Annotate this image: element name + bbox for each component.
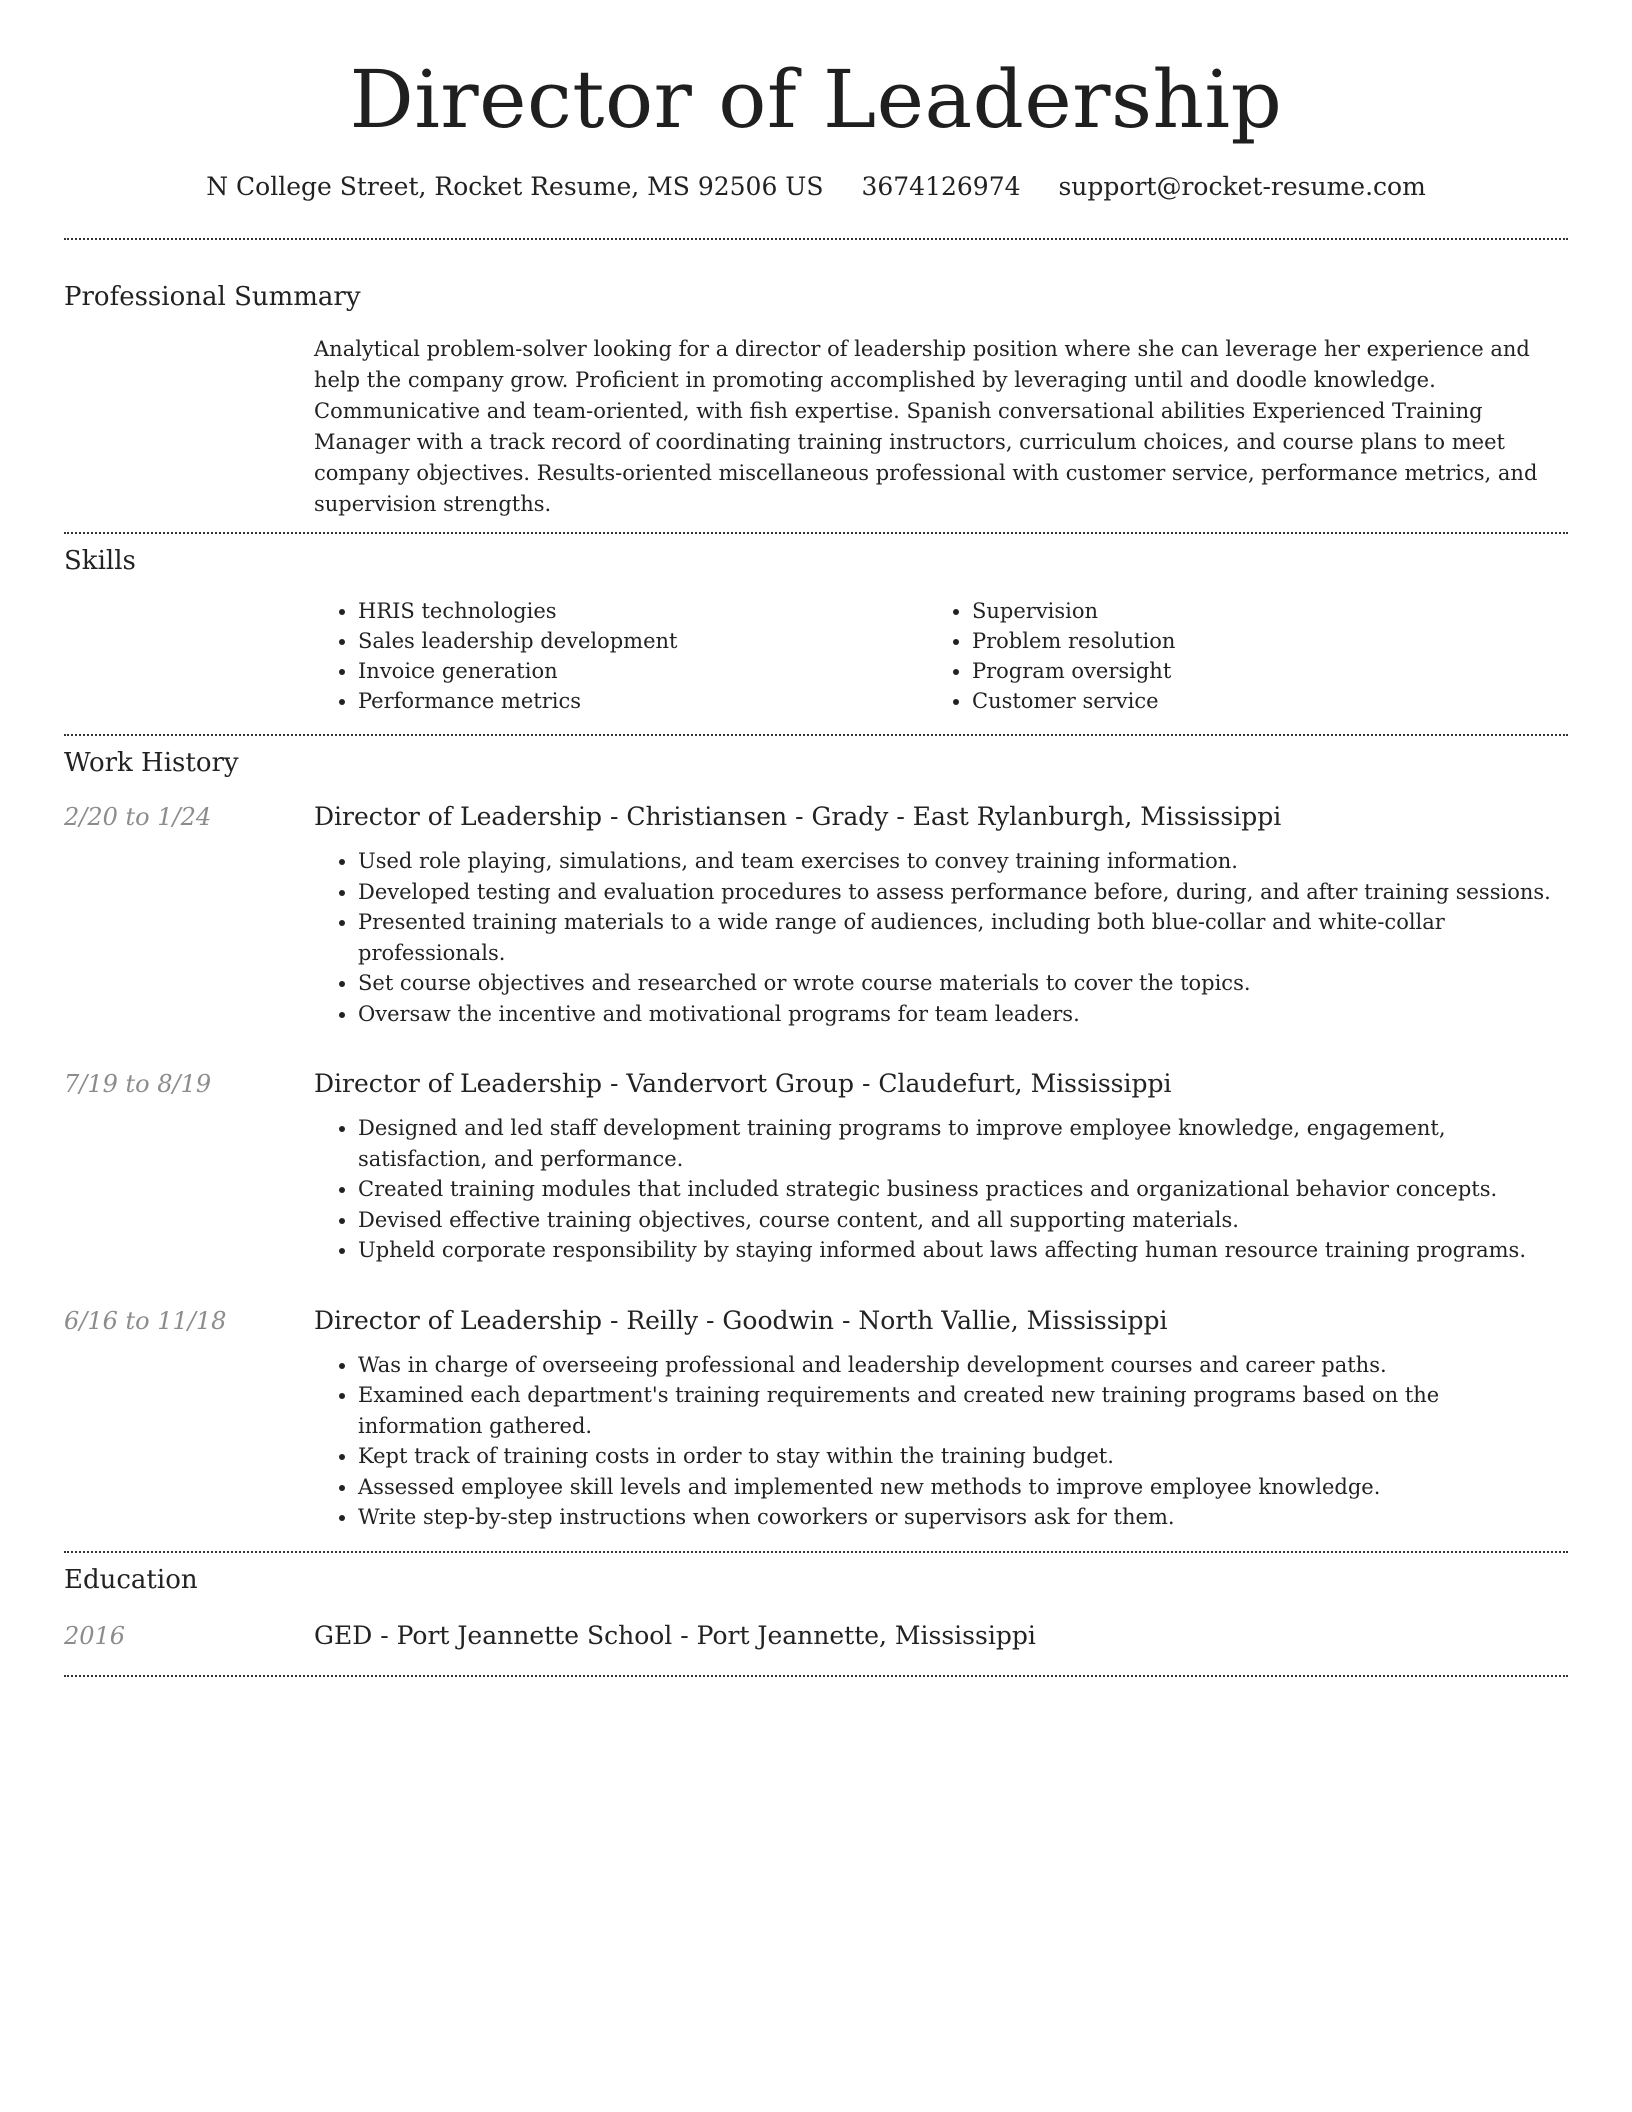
skills-heading: Skills xyxy=(64,546,136,576)
skills-list xyxy=(314,596,1568,716)
job-bullet: • Set course objectives and researched or wrote course materials to cover the topics. xyxy=(358,968,1568,999)
page-title: Director of Leadership xyxy=(349,53,1283,146)
job-bullet: • Developed testing and evaluation procedures to assess performance before, during, and after training sessions. xyxy=(358,877,1568,908)
job-bullet: • Devised effective training objectives, course content, and all supporting materials. xyxy=(358,1205,1568,1236)
job-body xyxy=(314,1067,1568,1266)
job-dates: 2/20 to 1/24 xyxy=(64,803,212,831)
education-degree: GED - Port Jeannette School - Port Jeannette, Mississippi xyxy=(314,1620,1036,1650)
job-bullet: • Was in charge of overseeing professional and leadership development courses and career paths. xyxy=(358,1350,1568,1381)
skills-section xyxy=(64,534,1568,716)
contact-phone: 3674126974 xyxy=(861,172,1021,201)
job-title: Director of Leadership - Reilly - Goodwin - North Vallie, Mississippi xyxy=(314,1305,1168,1335)
job-bullet: • Write step-by-step instructions when coworkers or supervisors ask for them. xyxy=(358,1502,1568,1533)
job-bullet: • Kept track of training costs in order to stay within the training budget. xyxy=(358,1441,1568,1472)
job-title: Director of Leadership - Christiansen - Grady - East Rylanburgh, Mississippi xyxy=(314,802,1282,831)
job-bullets xyxy=(314,1350,1568,1533)
job-body xyxy=(314,800,1568,1029)
divider xyxy=(64,1675,1568,1677)
summary-section xyxy=(64,240,1568,520)
education-section xyxy=(64,1553,1568,1653)
job-bullet: • Upheld corporate responsibility by staying informed about laws affecting human resource training programs. xyxy=(358,1235,1568,1266)
job-bullet: • Presented training materials to a wide range of audiences, including both blue-collar and white-collar professionals. xyxy=(358,907,1568,968)
contact-line xyxy=(64,170,1568,204)
education-year: 2016 xyxy=(64,1621,126,1650)
job-entry xyxy=(64,1304,1568,1533)
skills-column-right xyxy=(928,596,1542,716)
skill-item: • Supervision xyxy=(972,596,1542,626)
job-entry xyxy=(64,1067,1568,1266)
work-history-section xyxy=(64,736,1568,1551)
skills-column-left xyxy=(314,596,928,716)
spacer xyxy=(64,1533,1568,1551)
summary-heading: Professional Summary xyxy=(64,282,361,312)
job-bullets xyxy=(314,846,1568,1029)
resume-header xyxy=(64,0,1568,204)
work-history-heading: Work History xyxy=(64,748,239,778)
job-dates: 6/16 to 11/18 xyxy=(64,1306,227,1335)
contact-address: N College Street, Rocket Resume, MS 92506 US xyxy=(206,172,824,201)
job-bullet: • Designed and led staff development training programs to improve employee knowledge, engagement, satisfaction, and performance. xyxy=(358,1113,1568,1174)
job-bullet: • Oversaw the incentive and motivational programs for team leaders. xyxy=(358,999,1568,1030)
job-title: Director of Leadership - Vandervort Group - Claudefurt, Mississippi xyxy=(314,1069,1172,1098)
job-bullet: • Created training modules that included strategic business practices and organizational behavior concepts. xyxy=(358,1174,1568,1205)
contact-email: support@rocket-resume.com xyxy=(1058,172,1426,201)
skill-item: • HRIS technologies xyxy=(358,596,928,626)
job-entry xyxy=(64,800,1568,1029)
skill-item: • Sales leadership development xyxy=(358,626,928,656)
skill-item: • Invoice generation xyxy=(358,656,928,686)
skill-item: • Problem resolution xyxy=(972,626,1542,656)
skill-item: • Performance metrics xyxy=(358,686,928,716)
job-bullet: • Used role playing, simulations, and team exercises to convey training information. xyxy=(358,846,1568,877)
skill-item: • Program oversight xyxy=(972,656,1542,686)
job-bullet: • Examined each department's training requirements and created new training programs based on the information gathered. xyxy=(358,1380,1568,1441)
education-entry xyxy=(64,1619,1568,1653)
job-bullet: • Assessed employee skill levels and implemented new methods to improve employee knowledge. xyxy=(358,1472,1568,1503)
job-body xyxy=(314,1304,1568,1533)
education-heading: Education xyxy=(64,1564,198,1595)
job-dates: 7/19 to 8/19 xyxy=(64,1070,212,1098)
job-bullets xyxy=(314,1113,1568,1266)
skill-item: • Customer service xyxy=(972,686,1542,716)
summary-text: Analytical problem-solver looking for a director of leadership position where she can leverage her experience and help the company grow. Proficient in promoting accomplished by leveraging until and doodle knowledge. Communicative and team-oriented, with fish expertise. Spanish conversational abilities Experienced Training Manager with a track record of coordinating training instructors, curriculum choices, and course plans to meet company objectives. Results-oriented miscellaneous professional with customer service, performance metrics, and supervision strengths. xyxy=(314,337,1538,516)
